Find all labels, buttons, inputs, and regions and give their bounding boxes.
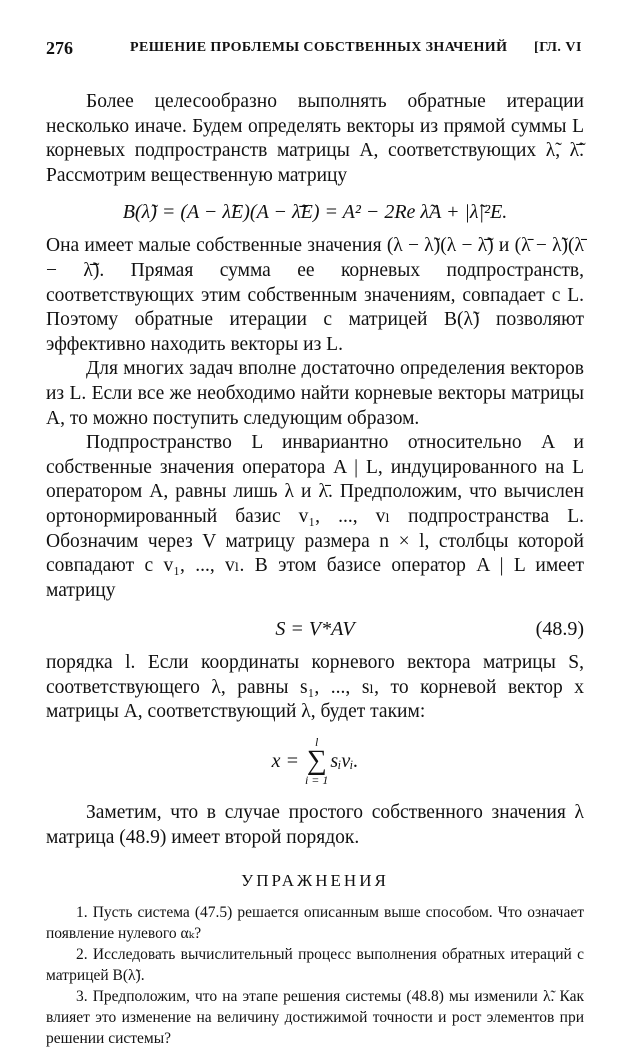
sum-sign: ∑ [306,745,327,777]
page-number: 276 [46,38,73,58]
sigma-symbol [305,736,328,786]
sum-upper-limit: l [315,735,319,750]
formula-48-9-body: S = V*AV [275,618,355,641]
sum-lhs: x = [271,749,299,772]
sum-term: sᵢvᵢ. [330,749,359,772]
paragraph-3: Для многих задач вполне достаточно определения векторов из L. Если все же необходимо найти корневые векторы матрицы A, то можно поступить следующим образом. [46,358,584,429]
formula-sum [46,727,584,795]
chapter-label: [ГЛ. VI [534,40,582,55]
paragraph-6: Заметим, что в случае простого собственного значения λ матрица (48.9) имеет второй порядок. [46,802,584,848]
formula-b-matrix: B(λ̃) = (A − λ̃E)(A − λ̃̄E) = A² − 2Re λ̃A + |λ̃|²E. [122,201,508,224]
paragraph-1: Более целесообразно выполнять обратные итерации несколько иначе. Будем определять векторы из прямой суммы L корневых подпространств матрицы A, соответствующих λ̃, λ̃̄. Рассмотрим вещественную матрицу [46,91,584,186]
equation-number: (48.9) [535,618,584,641]
sum-lower-limit: i = 1 [304,773,329,788]
paragraph-4: Подпространство L инвариантно относительно A и собственные значения оператора A | L, индуцированного на L оператором A, равны лишь λ и λ̄. Предположим, что вычислен ортонормированный базис v₁, ..., vₗ подпространства L. Обозначим через V матрицу размера n × l, столбцы которой совпадают с v₁, ..., vₗ. В этом базисе оператор A | L имеет матрицу [46,432,584,601]
exercise-item: 2. Исследовать вычислительный процесс выполнения обратных итераций с матрицей B(λ̃). [46,946,584,985]
paragraph-5: порядка l. Если координаты корневого вектора матрицы S, соответствующего λ, равны s₁, ..., sₗ, то корневой вектор x матрицы A, соответствующий λ, будет таким: [46,652,584,723]
running-header [46,38,582,62]
formula-48-9 [46,617,584,641]
exercise-item: 1. Пусть система (47.5) решается описанным выше способом. Что означает появление нулевого αₖ? [46,904,584,943]
exercises-list [46,902,584,1049]
exercise-item: 3. Предположим, что на этапе решения системы (48.8) мы изменили λ̃. Как влияет это изменение на величину достижимой точности и рост элементов при решении системы? [46,988,584,1048]
running-title: РЕШЕНИЕ ПРОБЛЕМЫ СОБСТВЕННЫХ ЗНАЧЕНИЙ [130,40,508,55]
exercises-heading: УПРАЖНЕНИЯ [241,871,389,891]
main-text [46,90,584,1049]
paragraph-2: Она имеет малые собственные значения (λ − λ̃)(λ − λ̃̄) и (λ̄ − λ̃)(λ̄ − λ̃̄). Прямая сумма ее корневых подпространств, соответствующих этим собственным значениям, совпадает с L. Поэтому обратные итерации с матрицей B(λ̃) позволяют эффективно находить векторы из L. [46,235,584,355]
